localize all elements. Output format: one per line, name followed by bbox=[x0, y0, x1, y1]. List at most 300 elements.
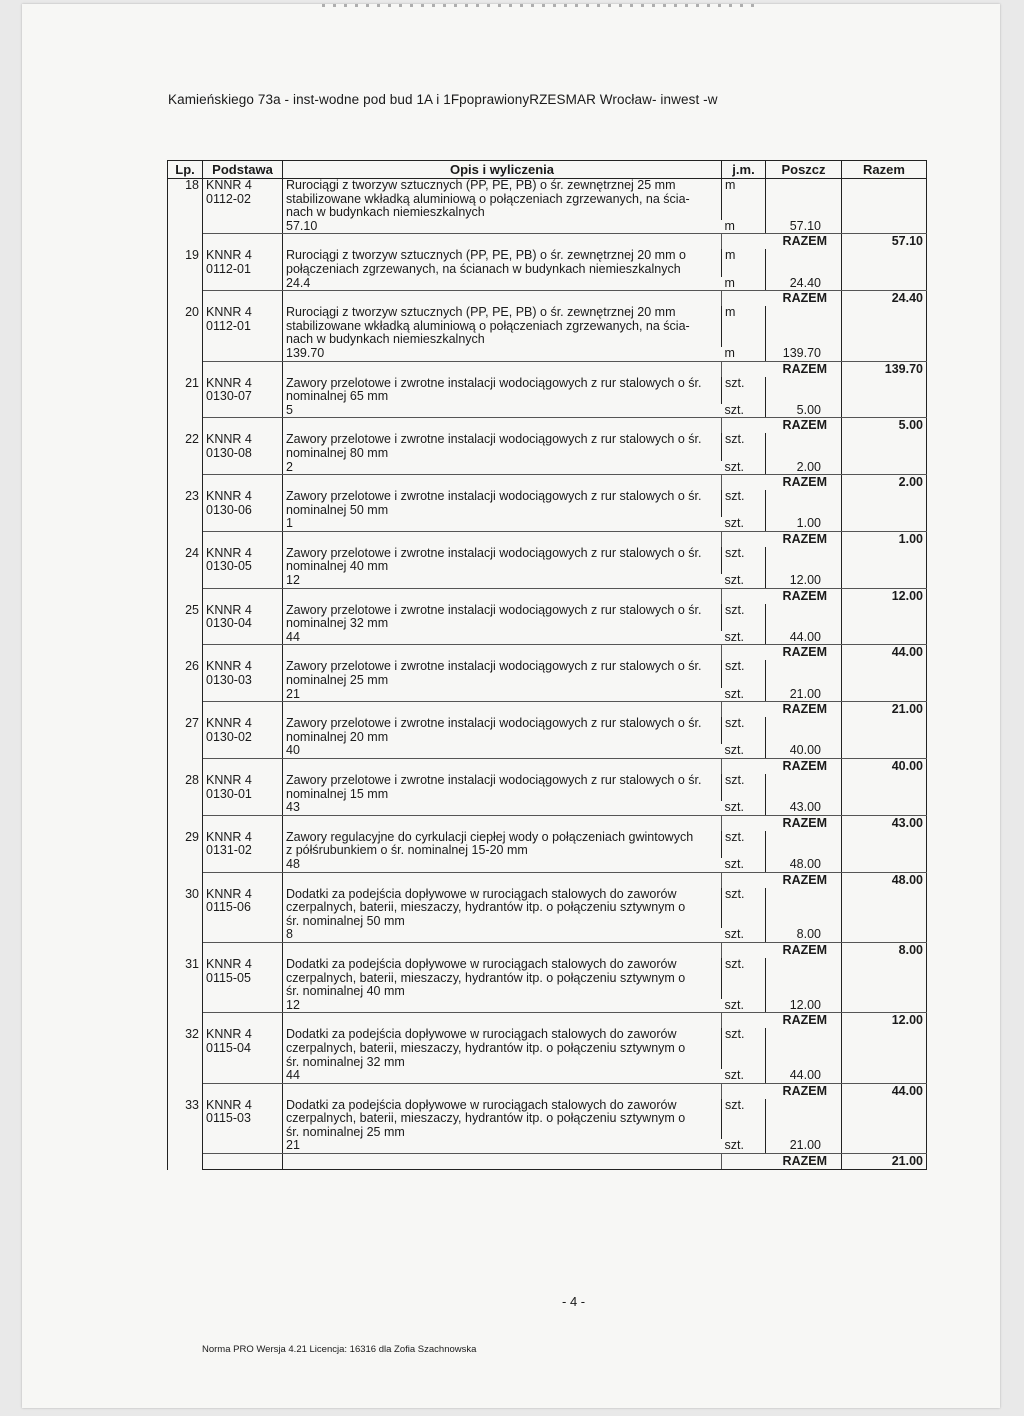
item-razem-empty bbox=[842, 347, 927, 361]
item-podstawa: 0115-03 bbox=[203, 1112, 283, 1126]
item-razem-empty bbox=[842, 688, 927, 702]
item-desc-row bbox=[168, 333, 927, 347]
item-description: nominalnej 50 mm bbox=[283, 504, 722, 518]
item-razem-total: 8.00 bbox=[842, 942, 927, 958]
item-poszcz-empty bbox=[766, 844, 842, 858]
item-razem-total: 40.00 bbox=[842, 759, 927, 775]
item-poszcz-empty bbox=[766, 1042, 842, 1056]
col-header-lp: Lp. bbox=[168, 161, 203, 179]
item-razem-empty bbox=[842, 1099, 927, 1113]
estimate-table-wrap bbox=[167, 160, 927, 1170]
item-podstawa-empty bbox=[203, 1013, 283, 1029]
item-total-row bbox=[168, 475, 927, 491]
item-measure-unit: szt. bbox=[722, 631, 766, 645]
item-unit bbox=[722, 972, 766, 986]
item-lp: 29 bbox=[168, 831, 203, 888]
item-razem-total: 21.00 bbox=[842, 1154, 927, 1170]
item-desc-row bbox=[168, 320, 927, 334]
razem-label: RAZEM bbox=[722, 1154, 842, 1170]
table-header-row bbox=[168, 161, 927, 179]
item-razem-total: 57.10 bbox=[842, 234, 927, 250]
col-header-podstawa: Podstawa bbox=[203, 161, 283, 179]
item-podstawa-empty bbox=[203, 361, 283, 377]
item-poszcz-empty bbox=[766, 901, 842, 915]
item-description: śr. nominalnej 25 mm bbox=[283, 1126, 722, 1140]
item-razem-empty bbox=[842, 915, 927, 929]
item-podstawa: KNNR 4 bbox=[203, 717, 283, 731]
item-razem-total: 43.00 bbox=[842, 815, 927, 831]
item-unit bbox=[722, 1126, 766, 1140]
item-desc-row bbox=[168, 901, 927, 915]
item-podstawa: KNNR 4 bbox=[203, 1099, 283, 1113]
item-razem-empty bbox=[842, 801, 927, 815]
item-podstawa-empty bbox=[203, 858, 283, 872]
item-opis-empty bbox=[283, 418, 722, 434]
item-podstawa: KNNR 4 bbox=[203, 888, 283, 902]
item-desc-row bbox=[168, 390, 927, 404]
razem-label: RAZEM bbox=[722, 1013, 842, 1029]
item-podstawa-empty bbox=[203, 291, 283, 307]
item-razem-empty bbox=[842, 560, 927, 574]
razem-label: RAZEM bbox=[722, 291, 842, 307]
item-measure-expr: 40 bbox=[283, 744, 722, 758]
item-razem-empty bbox=[842, 858, 927, 872]
item-total-row bbox=[168, 588, 927, 604]
item-unit: szt. bbox=[722, 958, 766, 972]
item-poszcz: 2.00 bbox=[766, 461, 842, 475]
col-header-poszcz: Poszcz bbox=[766, 161, 842, 179]
item-description: czerpalnych, baterii, mieszaczy, hydrantów itp. o połączeniu sztywnym o bbox=[283, 1042, 722, 1056]
item-measure-unit: szt. bbox=[722, 928, 766, 942]
item-desc-row bbox=[168, 433, 927, 447]
item-poszcz-empty bbox=[766, 1056, 842, 1070]
item-lp: 22 bbox=[168, 433, 203, 490]
item-description: Zawory regulacyjne do cyrkulacji ciepłej wody o połączeniach gwintowych bbox=[283, 831, 722, 845]
item-podstawa-empty bbox=[203, 872, 283, 888]
item-measure-row bbox=[168, 347, 927, 361]
item-measure-unit: szt. bbox=[722, 517, 766, 531]
item-podstawa: 0115-06 bbox=[203, 901, 283, 915]
item-podstawa-empty bbox=[203, 688, 283, 702]
item-description: nominalnej 65 mm bbox=[283, 390, 722, 404]
item-podstawa-empty bbox=[203, 999, 283, 1013]
item-measure-expr: 12 bbox=[283, 574, 722, 588]
item-description: śr. nominalnej 32 mm bbox=[283, 1056, 722, 1070]
item-poszcz: 5.00 bbox=[766, 404, 842, 418]
item-poszcz-empty bbox=[766, 604, 842, 618]
item-unit: szt. bbox=[722, 831, 766, 845]
document-page bbox=[22, 4, 1000, 1408]
item-lp: 24 bbox=[168, 547, 203, 604]
item-opis-empty bbox=[283, 475, 722, 491]
item-desc-row bbox=[168, 179, 927, 193]
estimate-table bbox=[167, 160, 927, 1170]
item-podstawa: KNNR 4 bbox=[203, 774, 283, 788]
item-podstawa: KNNR 4 bbox=[203, 433, 283, 447]
item-desc-row bbox=[168, 1099, 927, 1113]
item-razem-total: 21.00 bbox=[842, 702, 927, 718]
item-lp: 30 bbox=[168, 888, 203, 958]
item-podstawa: 0112-01 bbox=[203, 320, 283, 334]
item-unit bbox=[722, 1042, 766, 1056]
item-description: stabilizowane wkładką aluminiową o połączeniach zgrzewanych, na ścia- bbox=[283, 320, 722, 334]
item-opis-empty bbox=[283, 1083, 722, 1099]
item-poszcz-empty bbox=[766, 915, 842, 929]
item-razem-empty bbox=[842, 306, 927, 320]
item-podstawa-empty bbox=[203, 234, 283, 250]
item-unit: szt. bbox=[722, 604, 766, 618]
item-razem-empty bbox=[842, 504, 927, 518]
item-description: śr. nominalnej 50 mm bbox=[283, 915, 722, 929]
item-measure-expr: 43 bbox=[283, 801, 722, 815]
item-podstawa-empty bbox=[203, 702, 283, 718]
item-razem-empty bbox=[842, 928, 927, 942]
item-razem-total: 44.00 bbox=[842, 1083, 927, 1099]
item-podstawa bbox=[203, 206, 283, 220]
item-poszcz-empty bbox=[766, 831, 842, 845]
item-description: Zawory przelotowe i zwrotne instalacji wodociągowych z rur stalowych o śr. bbox=[283, 490, 722, 504]
item-desc-row bbox=[168, 774, 927, 788]
item-measure-row bbox=[168, 631, 927, 645]
item-description: z półśrubunkiem o śr. nominalnej 15-20 mm bbox=[283, 844, 722, 858]
item-podstawa bbox=[203, 915, 283, 929]
item-razem-empty bbox=[842, 972, 927, 986]
item-unit bbox=[722, 263, 766, 277]
item-poszcz-empty bbox=[766, 985, 842, 999]
item-poszcz-empty bbox=[766, 377, 842, 391]
item-podstawa-empty bbox=[203, 645, 283, 661]
item-razem-empty bbox=[842, 631, 927, 645]
item-poszcz: 44.00 bbox=[766, 1069, 842, 1083]
item-podstawa-empty bbox=[203, 631, 283, 645]
item-podstawa bbox=[203, 985, 283, 999]
item-razem-empty bbox=[842, 1069, 927, 1083]
item-podstawa: KNNR 4 bbox=[203, 306, 283, 320]
item-unit bbox=[722, 674, 766, 688]
item-unit: szt. bbox=[722, 547, 766, 561]
item-description: czerpalnych, baterii, mieszaczy, hydrantów itp. o połączeniu sztywnym o bbox=[283, 901, 722, 915]
item-razem-empty bbox=[842, 461, 927, 475]
item-razem-empty bbox=[842, 220, 927, 234]
item-total-row bbox=[168, 1083, 927, 1099]
item-podstawa: 0115-04 bbox=[203, 1042, 283, 1056]
item-desc-row bbox=[168, 249, 927, 263]
item-description: czerpalnych, baterii, mieszaczy, hydrantów itp. o połączeniu sztywnym o bbox=[283, 972, 722, 986]
item-description: Zawory przelotowe i zwrotne instalacji wodociągowych z rur stalowych o śr. bbox=[283, 377, 722, 391]
item-desc-row bbox=[168, 888, 927, 902]
item-unit bbox=[722, 985, 766, 999]
col-header-opis: Opis i wyliczenia bbox=[283, 161, 722, 179]
item-measure-expr: 21 bbox=[283, 688, 722, 702]
item-razem-total: 12.00 bbox=[842, 588, 927, 604]
item-poszcz: 1.00 bbox=[766, 517, 842, 531]
razem-label: RAZEM bbox=[722, 942, 842, 958]
item-measure-unit: m bbox=[722, 220, 766, 234]
item-poszcz-empty bbox=[766, 547, 842, 561]
item-poszcz-empty bbox=[766, 249, 842, 263]
item-desc-row bbox=[168, 844, 927, 858]
item-poszcz: 43.00 bbox=[766, 801, 842, 815]
item-desc-row bbox=[168, 447, 927, 461]
item-measure-row bbox=[168, 517, 927, 531]
item-measure-unit: szt. bbox=[722, 1139, 766, 1153]
item-opis-empty bbox=[283, 1013, 722, 1029]
item-podstawa: KNNR 4 bbox=[203, 660, 283, 674]
item-desc-row bbox=[168, 617, 927, 631]
item-total-row bbox=[168, 942, 927, 958]
item-razem-empty bbox=[842, 1028, 927, 1042]
item-desc-row bbox=[168, 717, 927, 731]
item-razem-empty bbox=[842, 1056, 927, 1070]
item-razem-empty bbox=[842, 888, 927, 902]
item-desc-row bbox=[168, 547, 927, 561]
item-measure-row bbox=[168, 928, 927, 942]
item-unit: szt. bbox=[722, 433, 766, 447]
item-measure-expr: 2 bbox=[283, 461, 722, 475]
item-unit bbox=[722, 333, 766, 347]
item-razem-total: 44.00 bbox=[842, 645, 927, 661]
item-description: Rurociągi z tworzyw sztucznych (PP, PE, PB) o śr. zewnętrznej 25 mm bbox=[283, 179, 722, 193]
item-total-row bbox=[168, 1154, 927, 1170]
item-desc-row bbox=[168, 1112, 927, 1126]
item-desc-row bbox=[168, 788, 927, 802]
item-podstawa: 0112-02 bbox=[203, 193, 283, 207]
item-podstawa: KNNR 4 bbox=[203, 377, 283, 391]
item-unit: szt. bbox=[722, 717, 766, 731]
item-razem-empty bbox=[842, 377, 927, 391]
item-description: nach w budynkach niemieszkalnych bbox=[283, 333, 722, 347]
item-desc-row bbox=[168, 263, 927, 277]
item-poszcz-empty bbox=[766, 560, 842, 574]
item-razem-total: 48.00 bbox=[842, 872, 927, 888]
item-razem-total: 5.00 bbox=[842, 418, 927, 434]
item-desc-row bbox=[168, 604, 927, 618]
item-poszcz: 8.00 bbox=[766, 928, 842, 942]
item-unit bbox=[722, 1056, 766, 1070]
item-razem-total: 24.40 bbox=[842, 291, 927, 307]
item-podstawa: 0115-05 bbox=[203, 972, 283, 986]
item-measure-expr: 48 bbox=[283, 858, 722, 872]
razem-label: RAZEM bbox=[722, 588, 842, 604]
item-unit bbox=[722, 206, 766, 220]
item-measure-row bbox=[168, 999, 927, 1013]
item-unit: m bbox=[722, 249, 766, 263]
item-podstawa: KNNR 4 bbox=[203, 179, 283, 193]
item-desc-row bbox=[168, 831, 927, 845]
razem-label: RAZEM bbox=[722, 759, 842, 775]
item-unit bbox=[722, 1112, 766, 1126]
item-description: Dodatki za podejścia dopływowe w rurociągach stalowych do zaworów bbox=[283, 1099, 722, 1113]
item-razem-total: 2.00 bbox=[842, 475, 927, 491]
item-poszcz-empty bbox=[766, 263, 842, 277]
razem-label: RAZEM bbox=[722, 475, 842, 491]
item-razem-empty bbox=[842, 744, 927, 758]
item-measure-expr: 8 bbox=[283, 928, 722, 942]
item-unit: szt. bbox=[722, 1028, 766, 1042]
scan-artifact bbox=[322, 4, 762, 7]
item-podstawa-empty bbox=[203, 1154, 283, 1170]
item-unit bbox=[722, 390, 766, 404]
item-measure-unit: szt. bbox=[722, 744, 766, 758]
item-unit bbox=[722, 731, 766, 745]
item-poszcz-empty bbox=[766, 447, 842, 461]
item-poszcz: 40.00 bbox=[766, 744, 842, 758]
item-lp: 18 bbox=[168, 179, 203, 250]
item-podstawa-empty bbox=[203, 928, 283, 942]
document-header: Kamieńskiego 73a - inst-wodne pod bud 1A i 1FpoprawionyRZESMAR Wrocław- inwest -w bbox=[168, 92, 718, 107]
item-opis-empty bbox=[283, 759, 722, 775]
item-total-row bbox=[168, 702, 927, 718]
item-podstawa-empty bbox=[203, 1069, 283, 1083]
item-lp: 27 bbox=[168, 717, 203, 774]
item-podstawa-empty bbox=[203, 461, 283, 475]
razem-label: RAZEM bbox=[722, 645, 842, 661]
item-measure-unit: szt. bbox=[722, 801, 766, 815]
item-poszcz-empty bbox=[766, 774, 842, 788]
item-razem-empty bbox=[842, 404, 927, 418]
item-poszcz-empty bbox=[766, 306, 842, 320]
item-podstawa-empty bbox=[203, 1083, 283, 1099]
item-unit bbox=[722, 915, 766, 929]
item-poszcz-empty bbox=[766, 390, 842, 404]
item-razem-empty bbox=[842, 517, 927, 531]
razem-label: RAZEM bbox=[722, 418, 842, 434]
item-razem-empty bbox=[842, 574, 927, 588]
item-unit: szt. bbox=[722, 660, 766, 674]
item-total-row bbox=[168, 418, 927, 434]
item-poszcz: 12.00 bbox=[766, 999, 842, 1013]
item-razem-empty bbox=[842, 179, 927, 193]
item-lp: 19 bbox=[168, 249, 203, 306]
item-razem-empty bbox=[842, 206, 927, 220]
item-total-row bbox=[168, 291, 927, 307]
item-total-row bbox=[168, 759, 927, 775]
item-desc-row bbox=[168, 915, 927, 929]
item-desc-row bbox=[168, 660, 927, 674]
item-poszcz-empty bbox=[766, 731, 842, 745]
item-razem-empty bbox=[842, 999, 927, 1013]
item-total-row bbox=[168, 872, 927, 888]
item-desc-row bbox=[168, 490, 927, 504]
item-poszcz-empty bbox=[766, 206, 842, 220]
item-desc-row bbox=[168, 1042, 927, 1056]
item-measure-row bbox=[168, 688, 927, 702]
item-podstawa-empty bbox=[203, 815, 283, 831]
item-opis-empty bbox=[283, 361, 722, 377]
item-poszcz: 139.70 bbox=[766, 347, 842, 361]
item-poszcz-empty bbox=[766, 888, 842, 902]
item-razem-empty bbox=[842, 617, 927, 631]
item-unit: m bbox=[722, 306, 766, 320]
item-opis-empty bbox=[283, 588, 722, 604]
item-razem-empty bbox=[842, 660, 927, 674]
item-description: Rurociągi z tworzyw sztucznych (PP, PE, PB) o śr. zewnętrznej 20 mm bbox=[283, 306, 722, 320]
item-lp: 21 bbox=[168, 377, 203, 434]
item-measure-unit: szt. bbox=[722, 1069, 766, 1083]
item-podstawa: KNNR 4 bbox=[203, 249, 283, 263]
item-podstawa: 0130-05 bbox=[203, 560, 283, 574]
item-measure-row bbox=[168, 1139, 927, 1153]
item-description: śr. nominalnej 40 mm bbox=[283, 985, 722, 999]
item-poszcz-empty bbox=[766, 320, 842, 334]
item-podstawa: KNNR 4 bbox=[203, 547, 283, 561]
page-number: - 4 - bbox=[562, 1294, 586, 1309]
item-measure-row bbox=[168, 858, 927, 872]
item-measure-row bbox=[168, 801, 927, 815]
item-description: nominalnej 20 mm bbox=[283, 731, 722, 745]
item-description: Dodatki za podejścia dopływowe w rurociągach stalowych do zaworów bbox=[283, 888, 722, 902]
item-poszcz-empty bbox=[766, 1126, 842, 1140]
razem-label: RAZEM bbox=[722, 361, 842, 377]
item-lp: 23 bbox=[168, 490, 203, 547]
item-description: Zawory przelotowe i zwrotne instalacji wodociągowych z rur stalowych o śr. bbox=[283, 433, 722, 447]
item-total-row bbox=[168, 234, 927, 250]
item-total-row bbox=[168, 361, 927, 377]
item-poszcz: 57.10 bbox=[766, 220, 842, 234]
item-desc-row bbox=[168, 985, 927, 999]
item-podstawa-empty bbox=[203, 531, 283, 547]
item-measure-unit: szt. bbox=[722, 574, 766, 588]
item-razem-empty bbox=[842, 1126, 927, 1140]
item-description: Rurociągi z tworzyw sztucznych (PP, PE, PB) o śr. zewnętrznej 20 mm o bbox=[283, 249, 722, 263]
item-lp: 31 bbox=[168, 958, 203, 1028]
item-poszcz-empty bbox=[766, 660, 842, 674]
item-description: nominalnej 80 mm bbox=[283, 447, 722, 461]
item-unit bbox=[722, 560, 766, 574]
item-desc-row bbox=[168, 674, 927, 688]
item-measure-expr: 44 bbox=[283, 1069, 722, 1083]
item-measure-row bbox=[168, 220, 927, 234]
item-description: stabilizowane wkładką aluminiową o połączeniach zgrzewanych, na ścia- bbox=[283, 193, 722, 207]
item-razem-empty bbox=[842, 604, 927, 618]
item-poszcz: 21.00 bbox=[766, 688, 842, 702]
item-poszcz: 24.40 bbox=[766, 277, 842, 291]
item-description: Zawory przelotowe i zwrotne instalacji wodociągowych z rur stalowych o śr. bbox=[283, 717, 722, 731]
item-total-row bbox=[168, 531, 927, 547]
razem-label: RAZEM bbox=[722, 815, 842, 831]
item-desc-row bbox=[168, 306, 927, 320]
item-razem-empty bbox=[842, 433, 927, 447]
item-description: nominalnej 15 mm bbox=[283, 788, 722, 802]
item-opis-empty bbox=[283, 1154, 722, 1170]
item-razem-empty bbox=[842, 447, 927, 461]
item-total-row bbox=[168, 1013, 927, 1029]
item-description: nach w budynkach niemieszkalnych bbox=[283, 206, 722, 220]
item-measure-expr: 12 bbox=[283, 999, 722, 1013]
item-unit: m bbox=[722, 179, 766, 193]
item-podstawa: 0130-06 bbox=[203, 504, 283, 518]
item-description: czerpalnych, baterii, mieszaczy, hydrantów itp. o połączeniu sztywnym o bbox=[283, 1112, 722, 1126]
item-measure-expr: 21 bbox=[283, 1139, 722, 1153]
item-poszcz: 48.00 bbox=[766, 858, 842, 872]
item-poszcz-empty bbox=[766, 674, 842, 688]
item-unit: szt. bbox=[722, 888, 766, 902]
item-razem-empty bbox=[842, 717, 927, 731]
item-podstawa-empty bbox=[203, 574, 283, 588]
item-measure-expr: 5 bbox=[283, 404, 722, 418]
col-header-razem: Razem bbox=[842, 161, 927, 179]
item-podstawa-empty bbox=[203, 347, 283, 361]
item-unit bbox=[722, 447, 766, 461]
item-poszcz-empty bbox=[766, 490, 842, 504]
item-unit bbox=[722, 901, 766, 915]
item-measure-expr: 1 bbox=[283, 517, 722, 531]
item-razem-empty bbox=[842, 1112, 927, 1126]
item-razem-empty bbox=[842, 277, 927, 291]
item-podstawa: KNNR 4 bbox=[203, 490, 283, 504]
item-measure-unit: szt. bbox=[722, 404, 766, 418]
razem-label: RAZEM bbox=[722, 531, 842, 547]
